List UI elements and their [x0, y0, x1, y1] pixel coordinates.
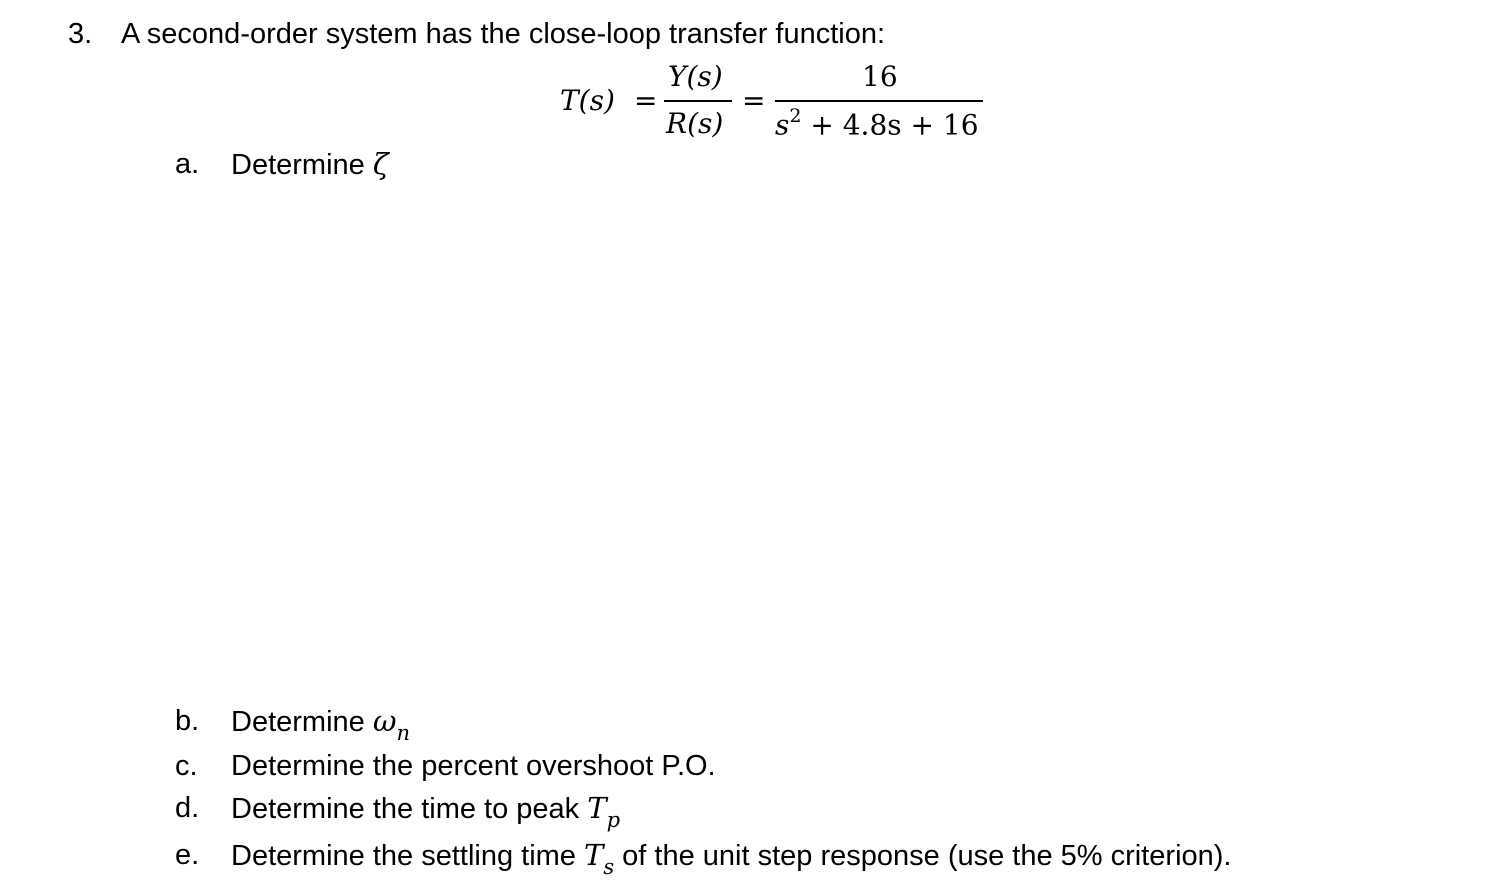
equation-equals-1: = — [634, 84, 658, 117]
part-a — [175, 146, 775, 182]
part-c-label: c. — [175, 750, 198, 782]
fraction-1-denominator: R(s) — [666, 107, 724, 140]
question-number: 3. — [68, 18, 93, 50]
question-text: A second-order system has the close-loop transfer function: — [121, 18, 886, 50]
part-a-text: Determine — [231, 149, 373, 181]
equation-equals-2: = — [742, 84, 766, 117]
fraction-2-bar — [775, 100, 983, 102]
part-c — [175, 748, 975, 784]
denominator-exponent: 2 — [789, 105, 802, 127]
settling-time-symbol: T — [583, 838, 604, 872]
omega-subscript: n — [396, 721, 411, 745]
part-d — [175, 790, 975, 830]
transfer-function-equation — [0, 0, 1504, 160]
part-b-label: b. — [175, 705, 200, 737]
fraction-1-numerator: Y(s) — [668, 60, 723, 93]
part-e-text-after: of the unit step response (use the 5% criterion). — [614, 840, 1232, 872]
part-e — [175, 837, 1475, 877]
peak-time-symbol: T — [587, 791, 607, 825]
equation-lhs: T(s) — [560, 84, 615, 117]
part-a-label: a. — [175, 148, 200, 180]
fraction-1-bar — [664, 100, 732, 102]
denominator-s: s — [775, 108, 790, 142]
denominator-rest: + 4.8s + 16 — [801, 108, 979, 142]
peak-time-subscript: p — [606, 808, 621, 832]
part-b — [175, 703, 775, 743]
part-d-label: d. — [175, 792, 200, 824]
part-d-text: Determine the time to peak — [231, 793, 588, 825]
part-c-text: Determine the percent overshoot P.O. — [231, 750, 716, 782]
fraction-2-numerator: 16 — [862, 60, 898, 93]
settling-time-subscript: s — [603, 855, 615, 879]
zeta-symbol: ζ — [372, 147, 389, 181]
omega-symbol: ω — [372, 704, 397, 738]
part-e-label: e. — [175, 839, 200, 871]
fraction-2-denominator — [775, 107, 979, 141]
part-b-text: Determine — [231, 706, 373, 738]
part-e-text: Determine the settling time — [231, 840, 584, 872]
